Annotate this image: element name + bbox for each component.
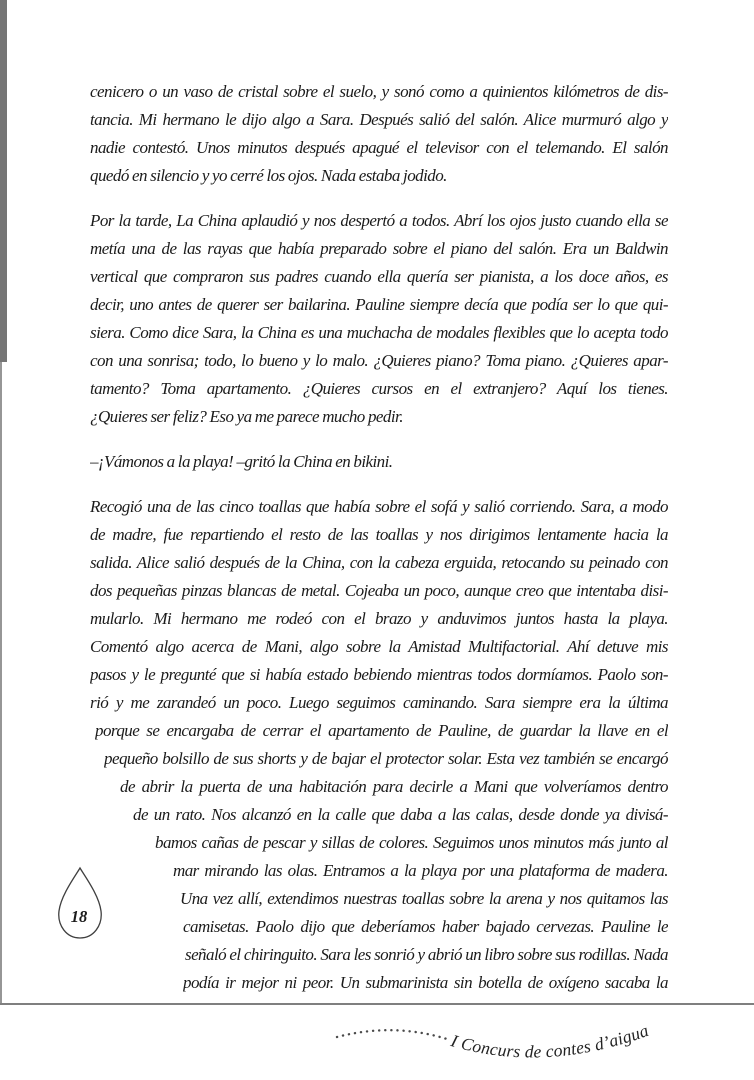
water-drop-icon [52,865,108,943]
text-line: señaló el chiringuito. Sara les sonrió y abrió un libro sobre sus rodillas. Nada [185,945,668,964]
footer-wave [0,1003,754,1080]
text-line: dos pequeñas pinzas blancas de metal. Cojeaba un poco, aunque creo que intentaba disi- [90,581,668,600]
paragraph [90,448,668,476]
text-line: decir, uno antes de querer ser bailarina. Pauline siempre decía que podía ser lo que qui- [90,295,668,314]
text-line: mularlo. Mi hermano me rodeó con el brazo y anduvimos juntos hasta la playa. [90,609,668,628]
text-line: Por la tarde, La China aplaudió y nos despertó a todos. Abrí los ojos justo cuando ella se [90,211,668,230]
text-line: pasos y le pregunté que si había estado bebiendo mientras todos dormíamos. Paolo son- [90,665,668,684]
body-text [90,78,668,997]
text-line: pequeño bolsillo de sus shorts y de bajar el protector solar. Esta vez también se encargó [104,749,668,768]
text-line: metía una de las rayas que había preparado sobre el piano del salón. Era un Baldwin [90,239,668,258]
text-line: bamos cañas de pescar y sillas de colores. Seguimos unos minutos más junto al [155,833,668,852]
text-line: rió y me zarandeó un poco. Luego seguimos caminando. Sara siempre era la última [90,693,668,712]
water-drop-outline [59,868,101,938]
text-line: camisetas. Paolo dijo que deberíamos haber bajado cervezas. Pauline le [183,917,668,936]
text-line: porque se encargaba de cerrar el apartamento de Pauline, de guardar la llave en el [95,721,668,740]
text-line: quedó en silencio y yo cerré los ojos. Nada estaba jodido. [90,166,447,185]
text-line: Recogió una de las cinco toallas que había sobre el sofá y salió corriendo. Sara, a modo [90,497,668,516]
text-line: podía ir mejor ni peor. Un submarinista sin botella de oxígeno sacaba la [183,973,668,992]
text-line: Comentó algo acerca de Mani, algo sobre la Amistad Multifactorial. Ahí detuve mis [90,637,668,656]
footer-caption: I Concurs de contes d’aigua [448,1019,652,1062]
text-line: siera. Como dice Sara, la China es una muchacha de modales flexibles que lo acepta todo [90,323,668,342]
dotted-wave-icon [337,1030,450,1040]
text-line: de madre, fue repartiendo el resto de las toallas y nos dirigimos lentamente hacia la [90,525,668,544]
paragraph [90,78,668,190]
text-line: de un rato. Nos alcanzó en la calle que daba a las calas, desde donde ya divisá- [133,805,668,824]
text-line: nadie contestó. Unos minutos después apagué el televisor con el telemando. El salón [90,138,668,157]
page-edge-bar [0,0,7,362]
text-line: salida. Alice salió después de la China, con la cabeza erguida, retocando su peinado con [90,553,668,572]
text-line: –¡Vámonos a la playa! –gritó la China en bikini. [90,452,393,471]
text-line: con una sonrisa; todo, lo bueno y lo malo. ¿Quieres piano? Toma piano. ¿Quieres apar- [90,351,668,370]
text-line: cenicero o un vaso de cristal sobre el suelo, y sonó como a quinientos kilómetros de dis- [90,82,668,101]
text-line: mar mirando las olas. Entramos a la playa por una plataforma de madera. [173,861,668,880]
page-number: 18 [70,907,88,926]
text-line: tancia. Mi hermano le dijo algo a Sara. Después salió del salón. Alice murmuró algo y [90,110,668,129]
text-line: tamento? Toma apartamento. ¿Quieres cursos en el extranjero? Aquí los tienes. [90,379,668,398]
paragraph [90,207,668,431]
page-number-drop [52,865,108,943]
paragraph [90,493,668,997]
text-line: Una vez allí, extendimos nuestras toallas sobre la arena y nos quitamos las [180,889,668,908]
text-line: de abrir la puerta de una habitación para decirle a Mani que volveríamos dentro [120,777,668,796]
text-line: ¿Quieres ser feliz? Eso ya me parece mucho pedir. [90,407,403,426]
text-line: vertical que compraron sus padres cuando ella quería ser pianista, a los doce años, es [90,267,668,286]
